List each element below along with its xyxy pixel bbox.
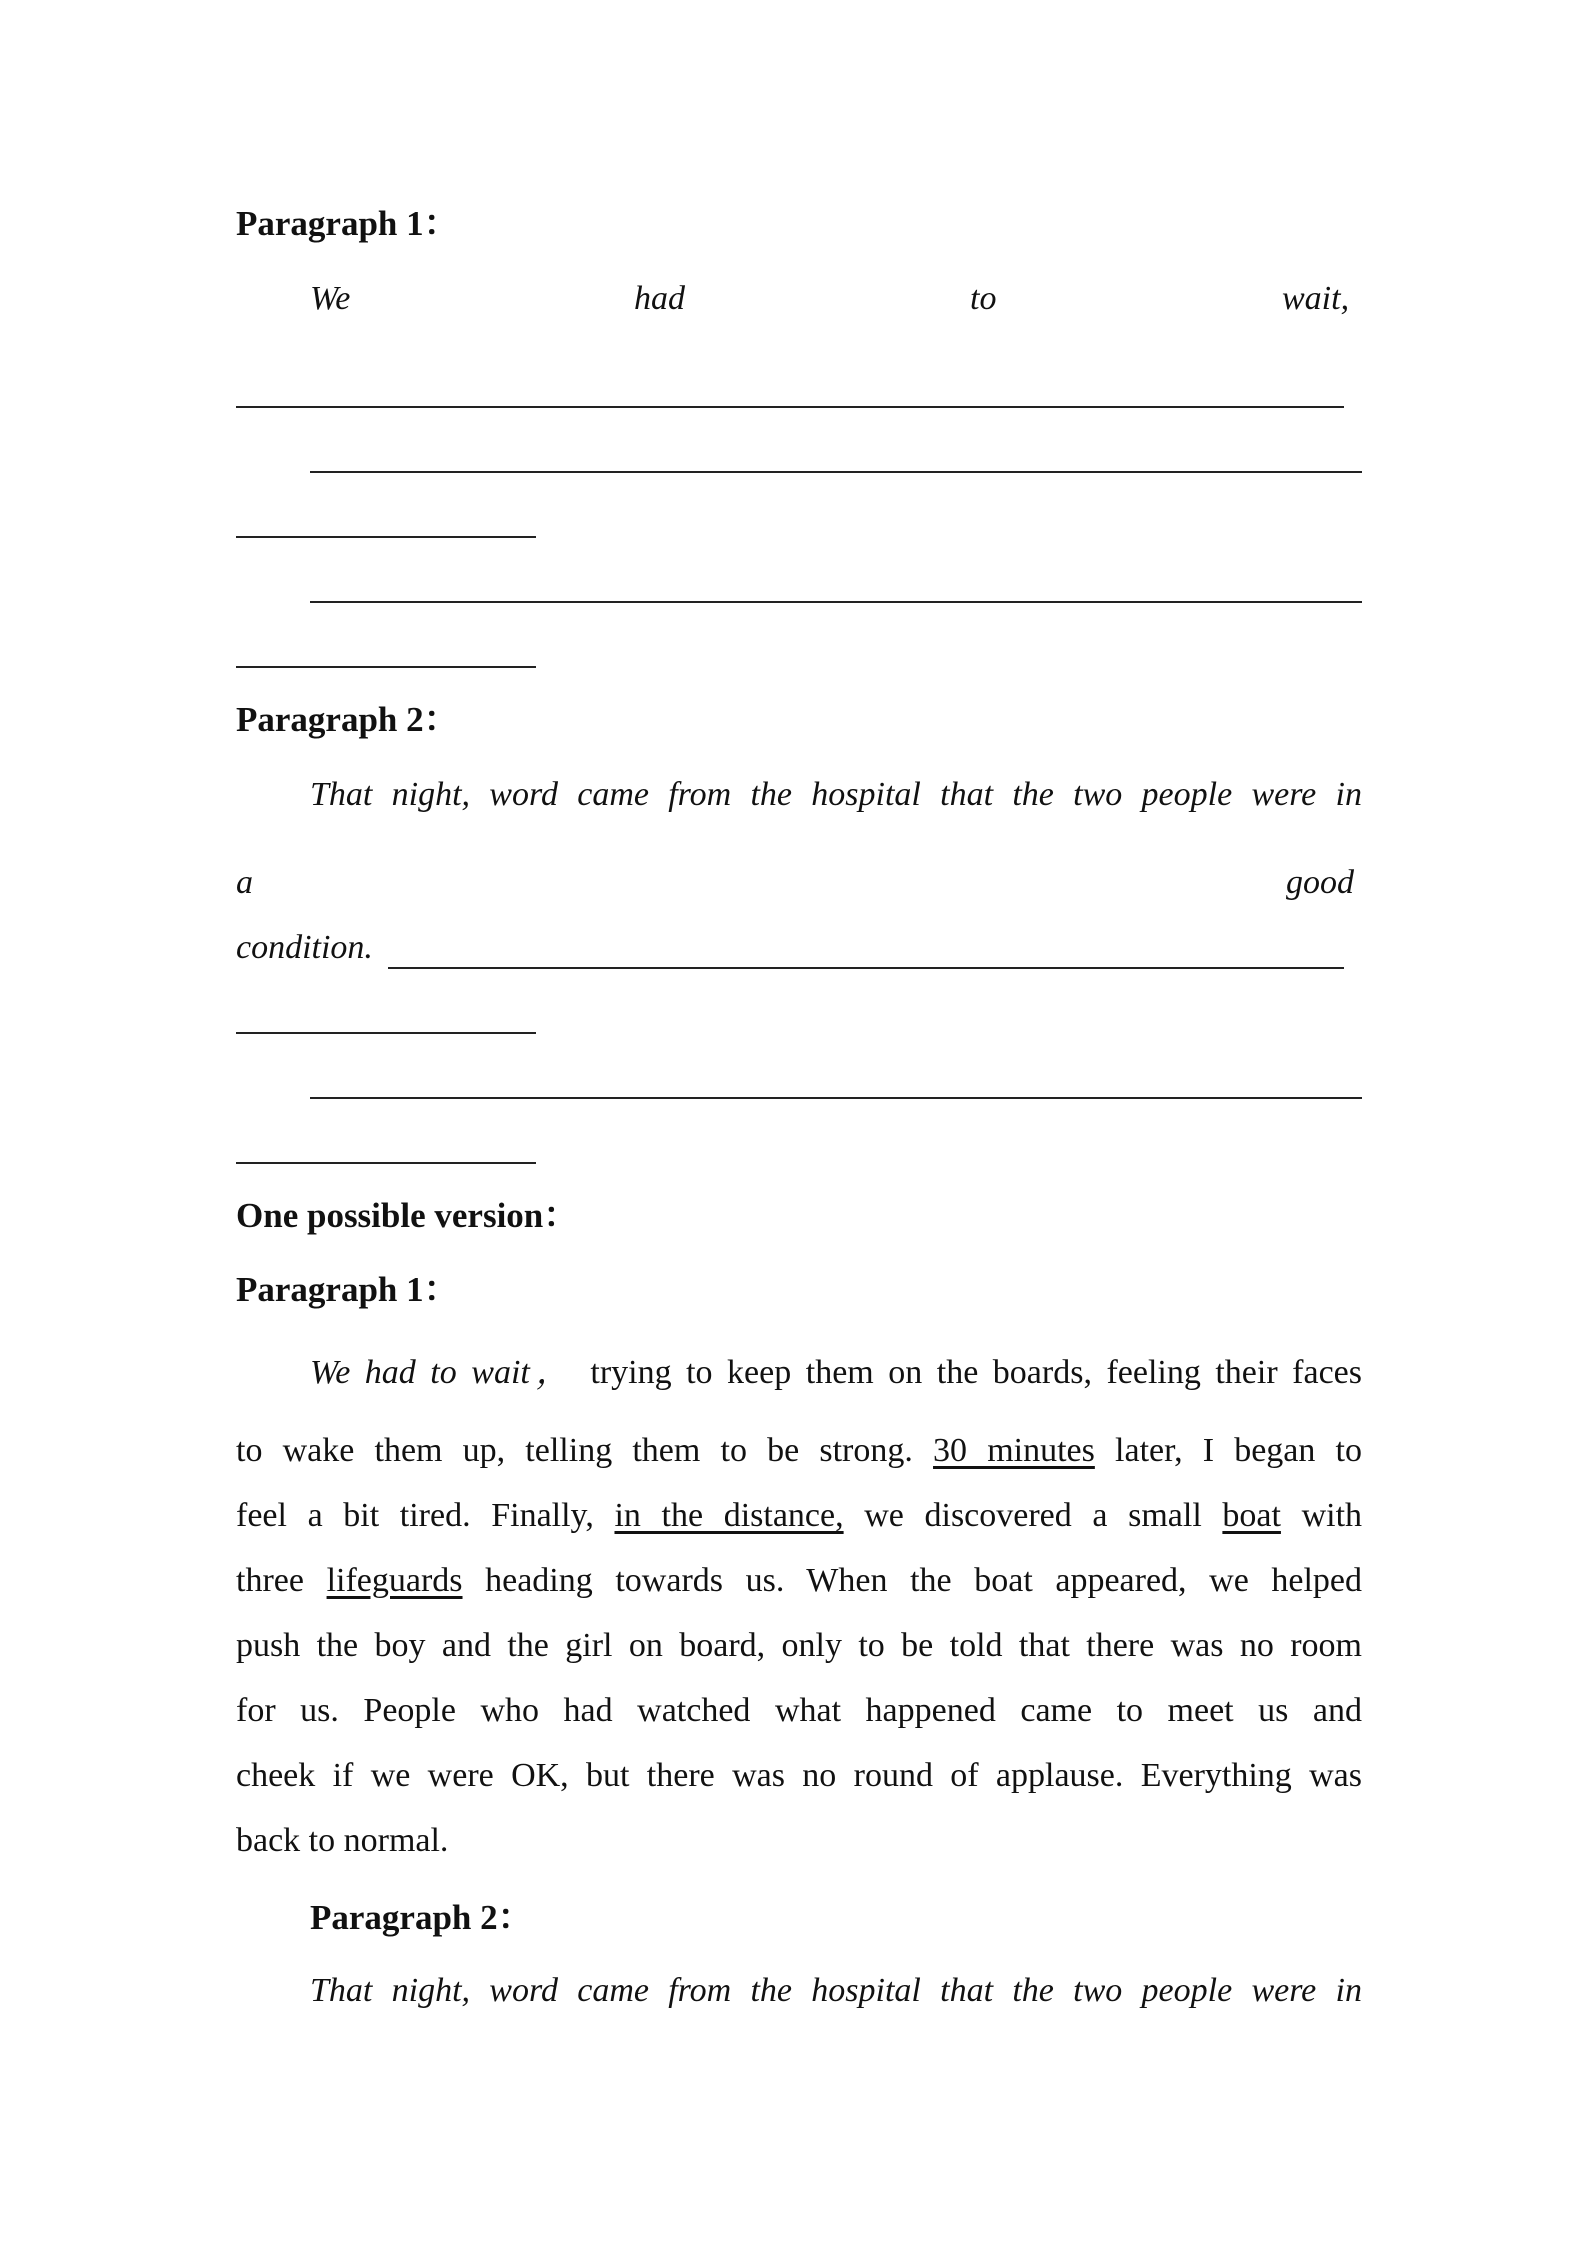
p1-word-had: had bbox=[634, 280, 685, 317]
underlined-phrase: in the distance, bbox=[614, 1497, 844, 1534]
version-p1-line-2-text-a: to wake them up, telling them to be strong. bbox=[236, 1432, 913, 1469]
version-p2-line-1: That night, word came from the hospital that the two people were in bbox=[310, 1972, 1362, 2009]
p2-opening-word-a: a bbox=[236, 864, 253, 901]
writing-line[interactable] bbox=[236, 666, 536, 668]
writing-line[interactable] bbox=[236, 1162, 536, 1164]
version-p1-line-1 bbox=[310, 1344, 1362, 1393]
version-p1-lead: We had to wait， bbox=[310, 1354, 576, 1391]
version-p1-line-6: for us. People who had watched what happened came to meet us and bbox=[236, 1692, 1362, 1729]
p1-word-we: We bbox=[310, 280, 351, 317]
paragraph-1-heading: Paragraph 1： bbox=[236, 204, 459, 243]
version-p1-line-7: cheek if we were OK, but there was no round of applause. Everything was bbox=[236, 1757, 1362, 1794]
possible-version-heading: One possible version： bbox=[236, 1196, 579, 1235]
writing-line[interactable] bbox=[388, 967, 1344, 969]
writing-line[interactable] bbox=[310, 471, 1362, 473]
paragraph-2-heading: Paragraph 2： bbox=[236, 700, 459, 739]
p2-opening-line: That night, word came from the hospital that the two people were in bbox=[310, 776, 1362, 813]
version-p1-line-3-text-b: we discovered a small bbox=[864, 1497, 1202, 1534]
writing-line[interactable] bbox=[236, 406, 1344, 408]
version-p1-line-4 bbox=[236, 1562, 1362, 1600]
writing-line[interactable] bbox=[310, 1097, 1362, 1099]
version-p1-line-3-text-a: feel a bit tired. Finally, bbox=[236, 1497, 594, 1534]
p2-opening-word-good: good bbox=[1286, 864, 1354, 901]
version-p1-line-3 bbox=[236, 1497, 1362, 1535]
p1-word-wait: wait, bbox=[1282, 280, 1350, 317]
underlined-phrase: boat bbox=[1222, 1497, 1281, 1534]
version-paragraph-2-heading: Paragraph 2： bbox=[310, 1898, 533, 1937]
version-p1-line-3-text-c: with bbox=[1301, 1497, 1363, 1534]
p2-opening-word-condition: condition. bbox=[236, 929, 373, 966]
version-p1-line-8: back to normal. bbox=[236, 1822, 449, 1859]
p1-word-to: to bbox=[970, 280, 997, 317]
version-p1-line-2 bbox=[236, 1432, 1362, 1470]
version-paragraph-1-heading: Paragraph 1： bbox=[236, 1270, 459, 1309]
version-p1-line-4-text-b: heading towards us. When the boat appeared, we helped bbox=[485, 1562, 1363, 1599]
underlined-phrase: lifeguards bbox=[326, 1562, 463, 1599]
writing-line[interactable] bbox=[236, 536, 536, 538]
version-p1-line-5: push the boy and the girl on board, only to be told that there was no room bbox=[236, 1627, 1362, 1664]
writing-line[interactable] bbox=[236, 1032, 536, 1034]
writing-line[interactable] bbox=[310, 601, 1362, 603]
version-p1-line-1-text: trying to keep them on the boards, feeling their faces bbox=[590, 1354, 1362, 1391]
underlined-phrase: 30 minutes bbox=[933, 1432, 1095, 1469]
version-p1-line-4-text-a: three bbox=[236, 1562, 304, 1599]
version-p1-line-2-text-b: later, I began to bbox=[1115, 1432, 1363, 1469]
